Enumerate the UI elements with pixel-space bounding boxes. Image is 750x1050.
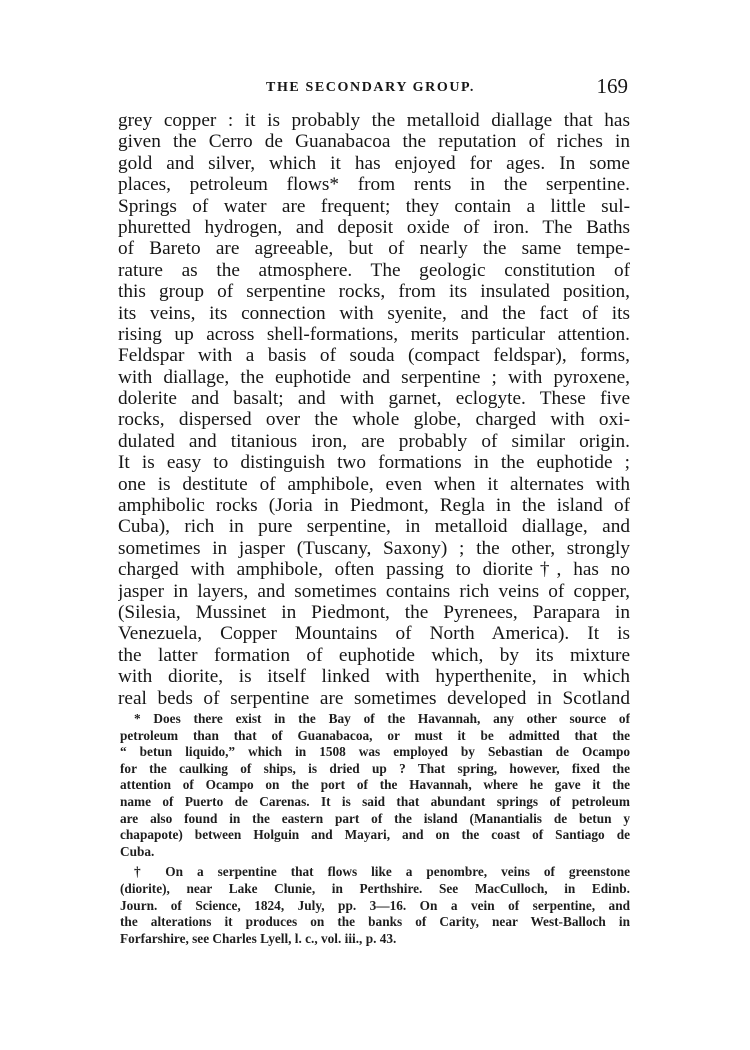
body-line: jasper in layers, and sometimes contains rich veins of copper,: [118, 580, 630, 602]
body-line: Springs of water are frequent; they contain a little sul-: [118, 195, 630, 217]
body-line: of Bareto are agreeable, but of nearly the same tempe-: [118, 238, 630, 260]
body-line: with diallage, the euphotide and serpentine ; with pyroxene,: [118, 366, 630, 388]
footnote-line: for the caulking of ships, is dried up ? That spring, however, fixed the: [120, 760, 630, 776]
body-line: with diorite, is itself linked with hyperthenite, in which: [118, 666, 630, 688]
body-line: charged with amphibole, often passing to diorite†, has no: [118, 559, 630, 581]
footnote-line: “ betun liquido,” which in 1508 was employed by Sebastian de Ocampo: [120, 744, 630, 760]
footnote-line: are also found in the eastern part of the island (Manantialis de betun y: [120, 810, 630, 826]
body-line: rature as the atmosphere. The geologic constitution of: [118, 259, 630, 281]
footnote-line: name of Puerto de Carenas. It is said that abundant springs of petroleum: [120, 793, 630, 809]
footnote-line: (diorite), near Lake Clunie, in Perthshire. See MacCulloch, in Edinb.: [120, 880, 630, 896]
body-line: rocks, dispersed over the whole globe, charged with oxi-: [118, 409, 630, 431]
body-line: Cuba), rich in pure serpentine, in metalloid diallage, and: [118, 516, 630, 538]
body-line: dolerite and basalt; and with garnet, eclogyte. These five: [118, 388, 630, 410]
footnote-line: attention of Ocampo on the port of the Havannah, where he gave it the: [120, 777, 630, 793]
running-title: THE SECONDARY GROUP.: [266, 80, 475, 95]
body-line: given the Cerro de Guanabacoa the reputation of riches in: [118, 131, 630, 153]
body-line: Venezuela, Copper Mountains of North America). It is: [118, 623, 630, 645]
body-line: one is destitute of amphibole, even when it alternates with: [118, 473, 630, 495]
footnote-serpentine: [120, 864, 630, 947]
body-line: phuretted hydrogen, and deposit oxide of iron. The Baths: [118, 216, 630, 238]
running-header: [118, 74, 630, 102]
footnote-line: chapapote) between Holguin and Mayari, and on the coast of Santiago de: [120, 827, 630, 843]
body-line: this group of serpentine rocks, from its insulated position,: [118, 281, 630, 303]
footnote-line: petroleum than that of Guanabacoa, or must it be admitted that the: [120, 727, 630, 743]
footnote-line: † On a serpentine that flows like a penombre, veins of greenstone: [134, 864, 630, 880]
footnote-line: Forfarshire, see Charles Lyell, l. c., vol. iii., p. 43.: [120, 930, 397, 946]
footnote-line: the alterations it produces on the banks of Carity, near West-Balloch in: [120, 914, 630, 930]
body-line: (Silesia, Mussinet in Piedmont, the Pyrenees, Parapara in: [118, 601, 630, 623]
footnotes: [120, 711, 630, 947]
body-line: its veins, its connection with syenite, and the fact of its: [118, 302, 630, 324]
body-line: sometimes in jasper (Tuscany, Saxony) ; the other, strongly: [118, 537, 630, 559]
footnote-line: Journ. of Science, 1824, July, pp. 3—16. On a vein of serpentine, and: [120, 897, 630, 913]
body-line: Feldspar with a basis of souda (compact feldspar), forms,: [118, 345, 630, 367]
body-line: grey copper : it is probably the metalloid diallage that has: [118, 110, 630, 131]
body-line: places, petroleum flows* from rents in the serpentine.: [118, 174, 630, 196]
page-number: 169: [596, 74, 628, 98]
body-line: rising up across shell-formations, merits particular attention.: [118, 323, 630, 345]
footnote-line: * Does there exist in the Bay of the Havannah, any other source of: [134, 711, 630, 726]
body-line: real beds of serpentine are sometimes developed in Scotland: [118, 687, 630, 709]
body-line: It is easy to distinguish two formations in the euphotide ;: [118, 452, 630, 474]
body-line: dulated and titanious iron, are probably of similar origin.: [118, 430, 630, 452]
body-line: amphibolic rocks (Joria in Piedmont, Regla in the island of: [118, 495, 630, 517]
body-line: the latter formation of euphotide which, by its mixture: [118, 644, 630, 666]
body-text: [118, 110, 630, 709]
body-line: gold and silver, which it has enjoyed for ages. In some: [118, 152, 630, 174]
footnote-line: Cuba.: [120, 843, 155, 859]
footnote-petroleum: [120, 711, 630, 860]
